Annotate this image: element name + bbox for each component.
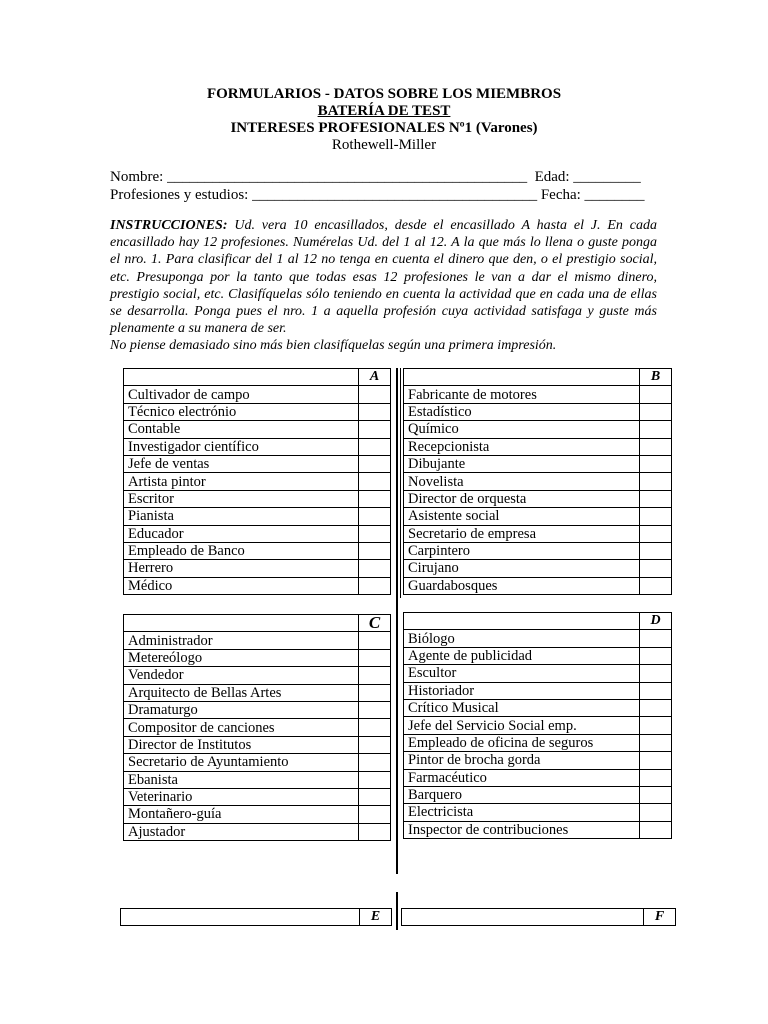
rank-input-b-5[interactable] bbox=[640, 455, 672, 472]
profession-label: Educador bbox=[124, 525, 359, 542]
table-row bbox=[124, 649, 391, 666]
table-row bbox=[404, 682, 672, 699]
profession-label: Ajustador bbox=[124, 823, 359, 840]
profession-label: Inspector de contribuciones bbox=[404, 821, 640, 838]
rank-input-a-9[interactable] bbox=[359, 525, 391, 542]
table-row bbox=[404, 490, 672, 507]
table-row bbox=[404, 752, 672, 769]
center-divider-thin bbox=[400, 368, 401, 598]
table-row bbox=[124, 542, 391, 559]
rank-input-c-1[interactable] bbox=[359, 632, 391, 649]
table-row bbox=[124, 736, 391, 753]
rank-input-c-12[interactable] bbox=[359, 823, 391, 840]
group-header-row bbox=[402, 909, 676, 926]
rank-input-a-11[interactable] bbox=[359, 560, 391, 577]
rank-input-d-10[interactable] bbox=[640, 786, 672, 803]
table-row bbox=[124, 577, 391, 594]
table-row bbox=[404, 508, 672, 525]
group-b-table bbox=[403, 368, 672, 595]
rank-input-b-10[interactable] bbox=[640, 542, 672, 559]
rank-input-d-2[interactable] bbox=[640, 647, 672, 664]
profession-label: Recepcionista bbox=[404, 438, 640, 455]
profession-label: Farmacéutico bbox=[404, 769, 640, 786]
rank-input-c-2[interactable] bbox=[359, 649, 391, 666]
rank-input-b-8[interactable] bbox=[640, 508, 672, 525]
rank-input-c-10[interactable] bbox=[359, 788, 391, 805]
rank-input-b-2[interactable] bbox=[640, 403, 672, 420]
profession-label: Escultor bbox=[404, 665, 640, 682]
profession-label: Metereólogo bbox=[124, 649, 359, 666]
table-row bbox=[404, 734, 672, 751]
table-row bbox=[124, 455, 391, 472]
rank-input-d-7[interactable] bbox=[640, 734, 672, 751]
table-row bbox=[404, 473, 672, 490]
rank-input-b-7[interactable] bbox=[640, 490, 672, 507]
table-row bbox=[124, 788, 391, 805]
profession-label: Vendedor bbox=[124, 667, 359, 684]
profession-label: Novelista bbox=[404, 473, 640, 490]
table-row bbox=[124, 421, 391, 438]
form-subtitle: BATERÍA DE TEST bbox=[317, 103, 451, 119]
rank-input-a-3[interactable] bbox=[359, 421, 391, 438]
group-header-blank bbox=[124, 369, 359, 386]
table-row bbox=[404, 786, 672, 803]
rank-input-d-6[interactable] bbox=[640, 717, 672, 734]
group-header-row bbox=[404, 369, 672, 386]
table-row bbox=[404, 525, 672, 542]
group-header-row bbox=[121, 909, 392, 926]
table-row bbox=[124, 490, 391, 507]
rank-input-d-12[interactable] bbox=[640, 821, 672, 838]
profession-label: Ebanista bbox=[124, 771, 359, 788]
rank-input-a-8[interactable] bbox=[359, 508, 391, 525]
profession-label: Pianista bbox=[124, 508, 359, 525]
profession-label: Biólogo bbox=[404, 630, 640, 647]
table-row bbox=[124, 403, 391, 420]
table-row bbox=[404, 386, 672, 403]
table-row bbox=[124, 667, 391, 684]
group-header-blank bbox=[121, 909, 360, 926]
form-title: FORMULARIOS - DATOS SOBRE LOS MIEMBROS bbox=[206, 86, 562, 102]
table-row bbox=[124, 508, 391, 525]
table-row bbox=[124, 386, 391, 403]
table-row bbox=[124, 701, 391, 718]
rank-input-b-1[interactable] bbox=[640, 386, 672, 403]
table-row bbox=[404, 438, 672, 455]
table-row bbox=[404, 542, 672, 559]
profession-label: Jefe del Servicio Social emp. bbox=[404, 717, 640, 734]
profession-label: Investigador científico bbox=[124, 438, 359, 455]
rank-input-c-3[interactable] bbox=[359, 667, 391, 684]
rank-input-a-6[interactable] bbox=[359, 473, 391, 490]
center-divider bbox=[396, 368, 398, 874]
table-row bbox=[124, 823, 391, 840]
group-header-blank bbox=[404, 369, 640, 386]
profession-label: Contable bbox=[124, 421, 359, 438]
rank-input-a-4[interactable] bbox=[359, 438, 391, 455]
table-row bbox=[404, 455, 672, 472]
profession-label: Artista pintor bbox=[124, 473, 359, 490]
group-header-blank bbox=[404, 613, 640, 630]
profession-label: Cultivador de campo bbox=[124, 386, 359, 403]
group-header-row bbox=[124, 615, 391, 632]
profession-label: Técnico electrónio bbox=[124, 403, 359, 420]
instructions-label: INSTRUCCIONES: bbox=[110, 218, 228, 233]
profession-label: Empleado de oficina de seguros bbox=[404, 734, 640, 751]
rank-input-d-4[interactable] bbox=[640, 682, 672, 699]
profession-label: Médico bbox=[124, 577, 359, 594]
group-header-blank bbox=[124, 615, 359, 632]
table-row bbox=[124, 754, 391, 771]
profession-label: Historiador bbox=[404, 682, 640, 699]
instructions-block bbox=[110, 217, 657, 355]
rank-input-c-9[interactable] bbox=[359, 771, 391, 788]
profession-label: Fabricante de motores bbox=[404, 386, 640, 403]
rank-input-a-1[interactable] bbox=[359, 386, 391, 403]
rank-input-c-4[interactable] bbox=[359, 684, 391, 701]
center-divider-lower bbox=[396, 892, 398, 930]
group-letter-a: A bbox=[359, 369, 391, 386]
table-row bbox=[404, 665, 672, 682]
table-row bbox=[124, 560, 391, 577]
table-row bbox=[124, 719, 391, 736]
rank-input-c-8[interactable] bbox=[359, 754, 391, 771]
rank-input-b-12[interactable] bbox=[640, 577, 672, 594]
profession-label: Asistente social bbox=[404, 508, 640, 525]
table-row bbox=[124, 525, 391, 542]
profession-label: Agente de publicidad bbox=[404, 647, 640, 664]
rank-input-d-1[interactable] bbox=[640, 630, 672, 647]
table-row bbox=[404, 630, 672, 647]
rank-input-d-3[interactable] bbox=[640, 665, 672, 682]
table-row bbox=[404, 769, 672, 786]
rank-input-a-10[interactable] bbox=[359, 542, 391, 559]
table-row bbox=[404, 577, 672, 594]
group-d-table bbox=[403, 612, 672, 839]
profession-label: Veterinario bbox=[124, 788, 359, 805]
test-author: Rothewell-Miller bbox=[331, 137, 437, 153]
rank-input-c-6[interactable] bbox=[359, 719, 391, 736]
table-row bbox=[404, 560, 672, 577]
profession-label: Secretario de Ayuntamiento bbox=[124, 754, 359, 771]
instructions-note: No piense demasiado sino más bien clasifíquelas según una primera impresión. bbox=[110, 338, 557, 354]
profession-label: Estadístico bbox=[404, 403, 640, 420]
profession-label: Herrero bbox=[124, 560, 359, 577]
group-letter-d: D bbox=[640, 613, 672, 630]
table-row bbox=[124, 806, 391, 823]
profession-label: Compositor de canciones bbox=[124, 719, 359, 736]
rank-input-b-9[interactable] bbox=[640, 525, 672, 542]
rank-input-c-5[interactable] bbox=[359, 701, 391, 718]
table-row bbox=[404, 421, 672, 438]
table-row bbox=[404, 647, 672, 664]
group-letter-b: B bbox=[640, 369, 672, 386]
table-row bbox=[404, 821, 672, 838]
table-row bbox=[404, 403, 672, 420]
profession-label: Barquero bbox=[404, 786, 640, 803]
profession-label: Carpintero bbox=[404, 542, 640, 559]
group-e-table bbox=[120, 908, 392, 926]
profession-label: Empleado de Banco bbox=[124, 542, 359, 559]
rank-input-a-7[interactable] bbox=[359, 490, 391, 507]
profession-label: Dramaturgo bbox=[124, 701, 359, 718]
group-a-table bbox=[123, 368, 391, 595]
rank-input-a-12[interactable] bbox=[359, 577, 391, 594]
profession-label: Químico bbox=[404, 421, 640, 438]
table-row bbox=[404, 717, 672, 734]
rank-input-c-7[interactable] bbox=[359, 736, 391, 753]
table-row bbox=[124, 473, 391, 490]
profession-label: Montañero-guía bbox=[124, 806, 359, 823]
name-age-field[interactable]: Nombre: ________________________________________________ Edad: _________ bbox=[110, 169, 641, 185]
profession-label: Crítico Musical bbox=[404, 699, 640, 716]
rank-input-a-5[interactable] bbox=[359, 455, 391, 472]
rank-input-b-6[interactable] bbox=[640, 473, 672, 490]
group-header-row bbox=[404, 613, 672, 630]
rank-input-b-3[interactable] bbox=[640, 421, 672, 438]
table-row bbox=[404, 699, 672, 716]
professions-date-field[interactable]: Profesiones y estudios: ______________________________________ Fecha: ________ bbox=[110, 187, 645, 203]
profession-label: Dibujante bbox=[404, 455, 640, 472]
rank-input-d-5[interactable] bbox=[640, 699, 672, 716]
profession-label: Secretario de empresa bbox=[404, 525, 640, 542]
profession-label: Administrador bbox=[124, 632, 359, 649]
rank-input-d-8[interactable] bbox=[640, 752, 672, 769]
group-header-row bbox=[124, 369, 391, 386]
profession-label: Electricista bbox=[404, 804, 640, 821]
profession-label: Escritor bbox=[124, 490, 359, 507]
profession-label: Cirujano bbox=[404, 560, 640, 577]
table-row bbox=[124, 632, 391, 649]
profession-label: Director de Institutos bbox=[124, 736, 359, 753]
group-letter-c: C bbox=[359, 615, 391, 632]
profession-label: Pintor de brocha gorda bbox=[404, 752, 640, 769]
group-letter-e: E bbox=[360, 909, 392, 926]
table-row bbox=[124, 438, 391, 455]
rank-input-b-4[interactable] bbox=[640, 438, 672, 455]
table-row bbox=[124, 684, 391, 701]
test-name: INTERESES PROFESIONALES Nº1 (Varones) bbox=[230, 120, 538, 136]
group-header-blank bbox=[402, 909, 644, 926]
rank-input-d-9[interactable] bbox=[640, 769, 672, 786]
profession-label: Jefe de ventas bbox=[124, 455, 359, 472]
group-c-table bbox=[123, 614, 391, 841]
group-letter-f: F bbox=[644, 909, 676, 926]
rank-input-b-11[interactable] bbox=[640, 560, 672, 577]
rank-input-c-11[interactable] bbox=[359, 806, 391, 823]
profession-label: Director de orquesta bbox=[404, 490, 640, 507]
rank-input-a-2[interactable] bbox=[359, 403, 391, 420]
rank-input-d-11[interactable] bbox=[640, 804, 672, 821]
group-f-table bbox=[401, 908, 676, 926]
profession-label: Guardabosques bbox=[404, 577, 640, 594]
instructions-text: Ud. vera 10 encasillados, desde el encasillado A hasta el J. En cada encasillado hay 12 profesiones. Numérelas Ud. del 1 al 12. A la que más lo llena o guste ponga el nro. 1. Para clasificar del 1 al 12 no tenga en cuenta el dinero que den, o el prestigio social, etc. Presuponga por la tanto que todas esas 12 profesiones le van a dar el mismo dinero, prestigio social, etc. Clasifíquelas sólo teniendo en cuenta la actividad que en cada una de ellas se desarrolla. Ponga pues el nro. 1 a aquella profesión cuya actividad satisfaga y guste más plenamente a su manera de ser. bbox=[110, 218, 657, 337]
table-row bbox=[404, 804, 672, 821]
table-row bbox=[124, 771, 391, 788]
profession-label: Arquitecto de Bellas Artes bbox=[124, 684, 359, 701]
